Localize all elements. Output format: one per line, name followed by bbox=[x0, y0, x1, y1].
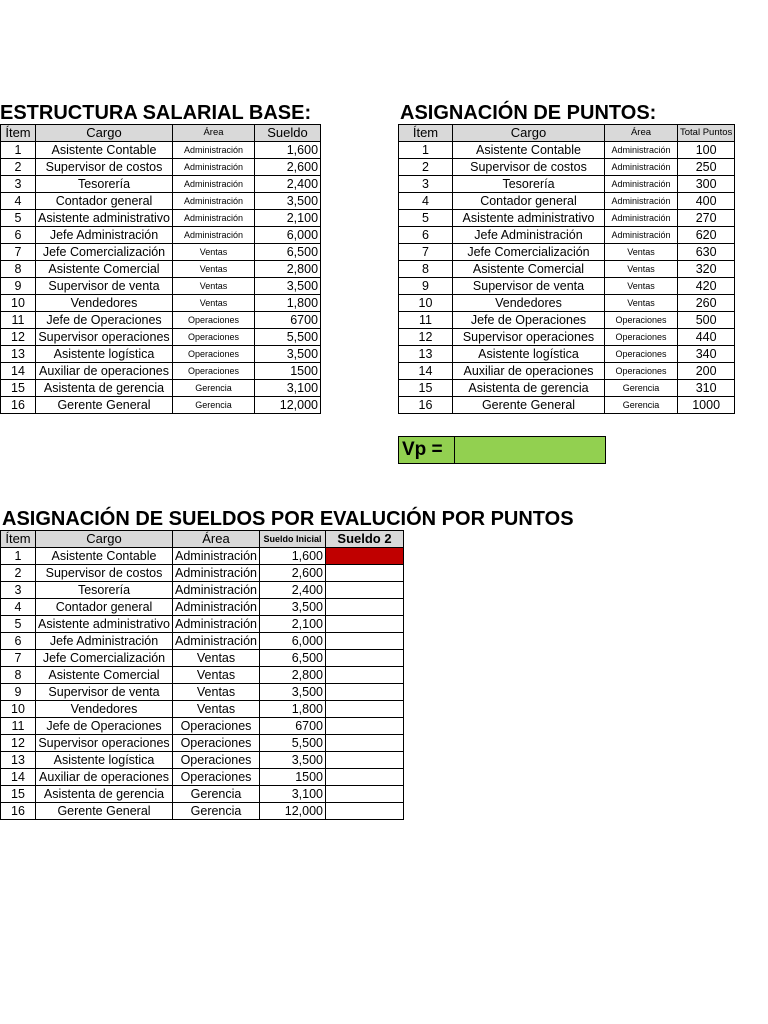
cell-cargo[interactable]: Supervisor operaciones bbox=[453, 329, 605, 346]
cell-sueldo[interactable]: 6,500 bbox=[255, 244, 321, 261]
cell-area[interactable]: Operaciones bbox=[173, 312, 255, 329]
cell-item[interactable]: 6 bbox=[1, 633, 36, 650]
cell-area[interactable]: Ventas bbox=[605, 295, 678, 312]
cell-item[interactable]: 1 bbox=[399, 142, 453, 159]
cell-cargo[interactable]: Tesorería bbox=[36, 176, 173, 193]
cell-area[interactable]: Administración bbox=[173, 159, 255, 176]
cell-sueldo-inicial[interactable]: 2,400 bbox=[260, 582, 326, 599]
table-row bbox=[1, 227, 321, 244]
cell-area[interactable]: Operaciones bbox=[173, 329, 255, 346]
table-row bbox=[399, 261, 735, 278]
cell-cargo[interactable]: Auxiliar de operaciones bbox=[453, 363, 605, 380]
cell-area[interactable]: Ventas bbox=[173, 684, 260, 701]
table-row bbox=[399, 295, 735, 312]
cell-area[interactable]: Operaciones bbox=[605, 363, 678, 380]
cell-item[interactable]: 5 bbox=[1, 616, 36, 633]
cell-sueldo-inicial[interactable]: 12,000 bbox=[260, 803, 326, 820]
cell-sueldo-2[interactable] bbox=[326, 786, 404, 803]
table-row bbox=[399, 397, 735, 414]
cell-item[interactable]: 9 bbox=[1, 278, 36, 295]
cell-cargo[interactable]: Asistente administrativo bbox=[453, 210, 605, 227]
cell-area[interactable]: Ventas bbox=[173, 244, 255, 261]
cell-area[interactable]: Operaciones bbox=[605, 346, 678, 363]
cell-area[interactable]: Administración bbox=[173, 176, 255, 193]
cell-sueldo-2[interactable] bbox=[326, 633, 404, 650]
cell-sueldo-2[interactable] bbox=[326, 599, 404, 616]
cell-item[interactable]: 8 bbox=[1, 667, 36, 684]
table-row bbox=[1, 803, 404, 820]
cell-sueldo-2[interactable] bbox=[326, 616, 404, 633]
cell-sueldo[interactable]: 2,600 bbox=[255, 159, 321, 176]
cell-item[interactable]: 11 bbox=[399, 312, 453, 329]
table-row bbox=[1, 159, 321, 176]
cell-item[interactable]: 3 bbox=[399, 176, 453, 193]
cell-item[interactable]: 13 bbox=[399, 346, 453, 363]
cell-sueldo[interactable]: 6700 bbox=[255, 312, 321, 329]
cell-item[interactable]: 2 bbox=[399, 159, 453, 176]
cell-cargo[interactable]: Asistenta de gerencia bbox=[36, 380, 173, 397]
table-row bbox=[399, 193, 735, 210]
cell-area[interactable]: Ventas bbox=[605, 261, 678, 278]
cell-sueldo-2[interactable] bbox=[326, 803, 404, 820]
cell-sueldo[interactable]: 6,000 bbox=[255, 227, 321, 244]
cell-sueldo-2[interactable] bbox=[326, 684, 404, 701]
cell-item[interactable]: 12 bbox=[1, 735, 36, 752]
cell-item[interactable]: 10 bbox=[1, 701, 36, 718]
table-row bbox=[1, 667, 404, 684]
cell-item[interactable]: 9 bbox=[399, 278, 453, 295]
cell-cargo[interactable]: Asistente logística bbox=[36, 346, 173, 363]
cell-area[interactable]: Gerencia bbox=[605, 380, 678, 397]
table-row bbox=[399, 227, 735, 244]
cell-area[interactable]: Administración bbox=[173, 565, 260, 582]
cell-area[interactable]: Ventas bbox=[173, 650, 260, 667]
cell-item[interactable]: 3 bbox=[1, 582, 36, 599]
table-row bbox=[1, 786, 404, 803]
table-row bbox=[1, 397, 321, 414]
cell-area[interactable]: Operaciones bbox=[173, 363, 255, 380]
table-row bbox=[1, 278, 321, 295]
vp-box bbox=[398, 436, 606, 464]
cell-total-puntos[interactable]: 250 bbox=[678, 159, 735, 176]
cell-sueldo-inicial[interactable]: 2,100 bbox=[260, 616, 326, 633]
cell-cargo[interactable]: Supervisor de venta bbox=[36, 278, 173, 295]
cell-item[interactable]: 4 bbox=[1, 193, 36, 210]
table-row bbox=[1, 769, 404, 786]
cell-area[interactable]: Gerencia bbox=[173, 380, 255, 397]
cell-area[interactable]: Administración bbox=[173, 599, 260, 616]
table-row bbox=[1, 176, 321, 193]
cell-total-puntos[interactable]: 200 bbox=[678, 363, 735, 380]
header-item[interactable]: Ítem bbox=[1, 531, 36, 548]
cell-cargo[interactable]: Asistente logística bbox=[36, 752, 173, 769]
cell-cargo[interactable]: Supervisor operaciones bbox=[36, 329, 173, 346]
cell-cargo[interactable]: Asistente administrativo bbox=[36, 210, 173, 227]
table-row bbox=[399, 329, 735, 346]
cell-area[interactable]: Ventas bbox=[173, 278, 255, 295]
cell-item[interactable]: 7 bbox=[1, 244, 36, 261]
cell-item[interactable]: 8 bbox=[1, 261, 36, 278]
cell-cargo[interactable]: Asistente logística bbox=[453, 346, 605, 363]
table-row bbox=[1, 261, 321, 278]
cell-item[interactable]: 10 bbox=[1, 295, 36, 312]
table-row bbox=[1, 616, 404, 633]
table-row bbox=[399, 363, 735, 380]
cell-area[interactable]: Ventas bbox=[173, 667, 260, 684]
cell-item[interactable]: 10 bbox=[399, 295, 453, 312]
cell-area[interactable]: Administración bbox=[173, 633, 260, 650]
cell-item[interactable]: 15 bbox=[1, 786, 36, 803]
cell-area[interactable]: Operaciones bbox=[605, 312, 678, 329]
cell-cargo[interactable]: Tesorería bbox=[36, 582, 173, 599]
cell-total-puntos[interactable]: 100 bbox=[678, 142, 735, 159]
header-total-puntos[interactable]: Total Puntos bbox=[678, 125, 735, 142]
cell-sueldo-2[interactable] bbox=[326, 752, 404, 769]
cell-cargo[interactable]: Supervisor de costos bbox=[36, 159, 173, 176]
base-salary-table bbox=[0, 124, 321, 414]
table-row bbox=[399, 159, 735, 176]
cell-sueldo-2[interactable] bbox=[326, 718, 404, 735]
table-row bbox=[399, 142, 735, 159]
cell-sueldo[interactable]: 3,500 bbox=[255, 278, 321, 295]
cell-area[interactable]: Ventas bbox=[173, 261, 255, 278]
cell-area[interactable]: Administración bbox=[173, 582, 260, 599]
table-row bbox=[1, 633, 404, 650]
cell-sueldo[interactable]: 5,500 bbox=[255, 329, 321, 346]
cell-cargo[interactable]: Gerente General bbox=[36, 397, 173, 414]
cell-item[interactable]: 12 bbox=[399, 329, 453, 346]
cell-total-puntos[interactable]: 420 bbox=[678, 278, 735, 295]
cell-sueldo-inicial[interactable]: 5,500 bbox=[260, 735, 326, 752]
cell-item[interactable]: 1 bbox=[1, 142, 36, 159]
cell-sueldo[interactable]: 12,000 bbox=[255, 397, 321, 414]
header-sueldo[interactable]: Sueldo bbox=[255, 125, 321, 142]
cell-item[interactable]: 6 bbox=[399, 227, 453, 244]
table-row bbox=[399, 312, 735, 329]
cell-item[interactable]: 4 bbox=[1, 599, 36, 616]
points-header-row bbox=[399, 125, 735, 142]
cell-item[interactable]: 12 bbox=[1, 329, 36, 346]
table-row bbox=[1, 752, 404, 769]
cell-item[interactable]: 2 bbox=[1, 565, 36, 582]
cell-cargo[interactable]: Jefe Comercialización bbox=[36, 650, 173, 667]
header-sueldo-inicial[interactable]: Sueldo Inicial bbox=[260, 531, 326, 548]
cell-sueldo-2[interactable] bbox=[326, 650, 404, 667]
cell-sueldo-2[interactable] bbox=[326, 548, 404, 565]
cell-area[interactable]: Operaciones bbox=[173, 769, 260, 786]
table-row bbox=[399, 244, 735, 261]
cell-cargo[interactable]: Tesorería bbox=[453, 176, 605, 193]
cell-area[interactable]: Administración bbox=[605, 176, 678, 193]
sueldos-header-row bbox=[1, 531, 404, 548]
cell-area[interactable]: Operaciones bbox=[605, 329, 678, 346]
table-row bbox=[1, 718, 404, 735]
cell-cargo[interactable]: Asistenta de gerencia bbox=[36, 786, 173, 803]
cell-area[interactable]: Administración bbox=[173, 548, 260, 565]
table-row bbox=[1, 244, 321, 261]
cell-cargo[interactable]: Jefe Administración bbox=[453, 227, 605, 244]
cell-item[interactable]: 7 bbox=[399, 244, 453, 261]
cell-area[interactable]: Administración bbox=[173, 210, 255, 227]
cell-area[interactable]: Gerencia bbox=[173, 803, 260, 820]
cell-sueldo-inicial[interactable]: 2,600 bbox=[260, 565, 326, 582]
cell-sueldo[interactable]: 2,400 bbox=[255, 176, 321, 193]
base-title: ESTRUCTURA SALARIAL BASE: bbox=[0, 102, 312, 124]
cell-cargo[interactable]: Supervisor de venta bbox=[36, 684, 173, 701]
table-row bbox=[1, 329, 321, 346]
table-row bbox=[1, 142, 321, 159]
cell-item[interactable]: 14 bbox=[399, 363, 453, 380]
cell-cargo[interactable]: Auxiliar de operaciones bbox=[36, 769, 173, 786]
cell-sueldo-inicial[interactable]: 3,500 bbox=[260, 599, 326, 616]
cell-area[interactable]: Administración bbox=[605, 142, 678, 159]
cell-cargo[interactable]: Asistente administrativo bbox=[36, 616, 173, 633]
cell-cargo[interactable]: Asistente Contable bbox=[36, 142, 173, 159]
header-item[interactable]: Ítem bbox=[399, 125, 453, 142]
cell-sueldo-inicial[interactable]: 6,500 bbox=[260, 650, 326, 667]
cell-area[interactable]: Ventas bbox=[173, 295, 255, 312]
cell-area[interactable]: Administración bbox=[173, 142, 255, 159]
cell-sueldo-2[interactable] bbox=[326, 667, 404, 684]
cell-cargo[interactable]: Contador general bbox=[36, 193, 173, 210]
cell-item[interactable]: 15 bbox=[1, 380, 36, 397]
cell-item[interactable]: 13 bbox=[1, 346, 36, 363]
cell-item[interactable]: 8 bbox=[399, 261, 453, 278]
cell-total-puntos[interactable]: 500 bbox=[678, 312, 735, 329]
cell-total-puntos[interactable]: 310 bbox=[678, 380, 735, 397]
salary-assignment-table bbox=[0, 530, 404, 820]
cell-item[interactable]: 14 bbox=[1, 363, 36, 380]
cell-total-puntos[interactable]: 440 bbox=[678, 329, 735, 346]
cell-sueldo-inicial[interactable]: 6,000 bbox=[260, 633, 326, 650]
cell-cargo[interactable]: Supervisor de venta bbox=[453, 278, 605, 295]
cell-item[interactable]: 4 bbox=[399, 193, 453, 210]
cell-sueldo[interactable]: 1,600 bbox=[255, 142, 321, 159]
cell-item[interactable]: 7 bbox=[1, 650, 36, 667]
table-row bbox=[1, 312, 321, 329]
cell-item[interactable]: 11 bbox=[1, 312, 36, 329]
cell-area[interactable]: Gerencia bbox=[605, 397, 678, 414]
cell-sueldo[interactable]: 1,800 bbox=[255, 295, 321, 312]
cell-cargo[interactable]: Supervisor operaciones bbox=[36, 735, 173, 752]
table-row bbox=[1, 735, 404, 752]
cell-total-puntos[interactable]: 620 bbox=[678, 227, 735, 244]
cell-item[interactable]: 16 bbox=[399, 397, 453, 414]
cell-item[interactable]: 15 bbox=[399, 380, 453, 397]
cell-area[interactable]: Operaciones bbox=[173, 346, 255, 363]
cell-cargo[interactable]: Gerente General bbox=[36, 803, 173, 820]
cell-sueldo[interactable]: 3,100 bbox=[255, 380, 321, 397]
header-item[interactable]: Ítem bbox=[1, 125, 36, 142]
table-row bbox=[399, 380, 735, 397]
cell-total-puntos[interactable]: 300 bbox=[678, 176, 735, 193]
table-row bbox=[399, 210, 735, 227]
cell-sueldo-2[interactable] bbox=[326, 701, 404, 718]
header-area[interactable]: Área bbox=[605, 125, 678, 142]
table-row bbox=[1, 193, 321, 210]
cell-item[interactable]: 2 bbox=[1, 159, 36, 176]
cell-cargo[interactable]: Asistente Contable bbox=[36, 548, 173, 565]
table-row bbox=[1, 346, 321, 363]
table-row bbox=[1, 565, 404, 582]
cell-area[interactable]: Ventas bbox=[605, 244, 678, 261]
table-row bbox=[1, 684, 404, 701]
cell-item[interactable]: 5 bbox=[399, 210, 453, 227]
cell-cargo[interactable]: Auxiliar de operaciones bbox=[36, 363, 173, 380]
cell-area[interactable]: Ventas bbox=[173, 701, 260, 718]
cell-sueldo-inicial[interactable]: 3,500 bbox=[260, 684, 326, 701]
points-table bbox=[398, 124, 735, 414]
cell-total-puntos[interactable]: 400 bbox=[678, 193, 735, 210]
cell-sueldo[interactable]: 3,500 bbox=[255, 193, 321, 210]
cell-cargo[interactable]: Contador general bbox=[36, 599, 173, 616]
cell-sueldo[interactable]: 2,100 bbox=[255, 210, 321, 227]
cell-area[interactable]: Operaciones bbox=[173, 718, 260, 735]
cell-total-puntos[interactable]: 630 bbox=[678, 244, 735, 261]
cell-cargo[interactable]: Jefe de Operaciones bbox=[36, 718, 173, 735]
header-area[interactable]: Área bbox=[173, 125, 255, 142]
cell-sueldo-2[interactable] bbox=[326, 582, 404, 599]
cell-cargo[interactable]: Jefe Administración bbox=[36, 633, 173, 650]
table-row bbox=[1, 582, 404, 599]
cell-cargo[interactable]: Vendedores bbox=[453, 295, 605, 312]
cell-item[interactable]: 16 bbox=[1, 803, 36, 820]
cell-cargo[interactable]: Asistente Contable bbox=[453, 142, 605, 159]
cell-sueldo-2[interactable] bbox=[326, 769, 404, 786]
table-row bbox=[1, 650, 404, 667]
cell-area[interactable]: Ventas bbox=[605, 278, 678, 295]
cell-total-puntos[interactable]: 320 bbox=[678, 261, 735, 278]
cell-total-puntos[interactable]: 270 bbox=[678, 210, 735, 227]
cell-sueldo[interactable]: 1500 bbox=[255, 363, 321, 380]
cell-cargo[interactable]: Asistenta de gerencia bbox=[453, 380, 605, 397]
cell-item[interactable]: 16 bbox=[1, 397, 36, 414]
cell-area[interactable]: Operaciones bbox=[173, 735, 260, 752]
base-header-row bbox=[1, 125, 321, 142]
vp-value-cell[interactable] bbox=[455, 437, 606, 464]
cell-item[interactable]: 3 bbox=[1, 176, 36, 193]
cell-cargo[interactable]: Asistente Comercial bbox=[36, 667, 173, 684]
cell-cargo[interactable]: Jefe de Operaciones bbox=[453, 312, 605, 329]
table-row bbox=[1, 701, 404, 718]
cell-sueldo-inicial[interactable]: 1500 bbox=[260, 769, 326, 786]
cell-cargo[interactable]: Vendedores bbox=[36, 295, 173, 312]
cell-cargo[interactable]: Jefe Comercialización bbox=[36, 244, 173, 261]
cell-item[interactable]: 9 bbox=[1, 684, 36, 701]
cell-area[interactable]: Gerencia bbox=[173, 786, 260, 803]
cell-item[interactable]: 5 bbox=[1, 210, 36, 227]
header-sueldo-2[interactable]: Sueldo 2 bbox=[326, 531, 404, 548]
cell-total-puntos[interactable]: 260 bbox=[678, 295, 735, 312]
cell-item[interactable]: 1 bbox=[1, 548, 36, 565]
cell-sueldo-2[interactable] bbox=[326, 565, 404, 582]
cell-area[interactable]: Administración bbox=[173, 227, 255, 244]
table-row bbox=[1, 599, 404, 616]
table-row bbox=[399, 278, 735, 295]
cell-total-puntos[interactable]: 1000 bbox=[678, 397, 735, 414]
cell-sueldo-inicial[interactable]: 3,100 bbox=[260, 786, 326, 803]
cell-sueldo-inicial[interactable]: 2,800 bbox=[260, 667, 326, 684]
cell-cargo[interactable]: Jefe Administración bbox=[36, 227, 173, 244]
cell-cargo[interactable]: Asistente Comercial bbox=[36, 261, 173, 278]
cell-sueldo-inicial[interactable]: 3,500 bbox=[260, 752, 326, 769]
cell-cargo[interactable]: Jefe Comercialización bbox=[453, 244, 605, 261]
cell-sueldo-inicial[interactable]: 1,800 bbox=[260, 701, 326, 718]
cell-cargo[interactable]: Contador general bbox=[453, 193, 605, 210]
header-cargo[interactable]: Cargo bbox=[36, 531, 173, 548]
cell-sueldo-inicial[interactable]: 1,600 bbox=[260, 548, 326, 565]
table-row bbox=[399, 346, 735, 363]
header-cargo[interactable]: Cargo bbox=[36, 125, 173, 142]
cell-cargo[interactable]: Supervisor de costos bbox=[453, 159, 605, 176]
cell-sueldo[interactable]: 2,800 bbox=[255, 261, 321, 278]
header-area[interactable]: Área bbox=[173, 531, 260, 548]
cell-area[interactable]: Operaciones bbox=[173, 752, 260, 769]
vp-label: Vp = bbox=[399, 437, 455, 464]
cell-sueldo[interactable]: 3,500 bbox=[255, 346, 321, 363]
table-row bbox=[1, 380, 321, 397]
sueldos-title: ASIGNACIÓN DE SUELDOS POR EVALUCIÓN POR PUNTOS bbox=[2, 508, 574, 530]
header-cargo[interactable]: Cargo bbox=[453, 125, 605, 142]
table-row bbox=[1, 363, 321, 380]
cell-area[interactable]: Administración bbox=[605, 227, 678, 244]
cell-area[interactable]: Administración bbox=[605, 193, 678, 210]
cell-area[interactable]: Gerencia bbox=[173, 397, 255, 414]
cell-cargo[interactable]: Vendedores bbox=[36, 701, 173, 718]
table-row bbox=[1, 548, 404, 565]
table-row bbox=[1, 210, 321, 227]
cell-item[interactable]: 6 bbox=[1, 227, 36, 244]
cell-area[interactable]: Administración bbox=[173, 193, 255, 210]
table-row bbox=[399, 176, 735, 193]
cell-cargo[interactable]: Jefe de Operaciones bbox=[36, 312, 173, 329]
cell-cargo[interactable]: Asistente Comercial bbox=[453, 261, 605, 278]
cell-cargo[interactable]: Gerente General bbox=[453, 397, 605, 414]
cell-cargo[interactable]: Supervisor de costos bbox=[36, 565, 173, 582]
table-row bbox=[1, 295, 321, 312]
cell-area[interactable]: Administración bbox=[605, 159, 678, 176]
cell-total-puntos[interactable]: 340 bbox=[678, 346, 735, 363]
cell-area[interactable]: Administración bbox=[605, 210, 678, 227]
puntos-title: ASIGNACIÓN DE PUNTOS: bbox=[400, 102, 657, 124]
cell-item[interactable]: 14 bbox=[1, 769, 36, 786]
cell-sueldo-inicial[interactable]: 6700 bbox=[260, 718, 326, 735]
cell-area[interactable]: Administración bbox=[173, 616, 260, 633]
cell-item[interactable]: 11 bbox=[1, 718, 36, 735]
cell-item[interactable]: 13 bbox=[1, 752, 36, 769]
cell-sueldo-2[interactable] bbox=[326, 735, 404, 752]
